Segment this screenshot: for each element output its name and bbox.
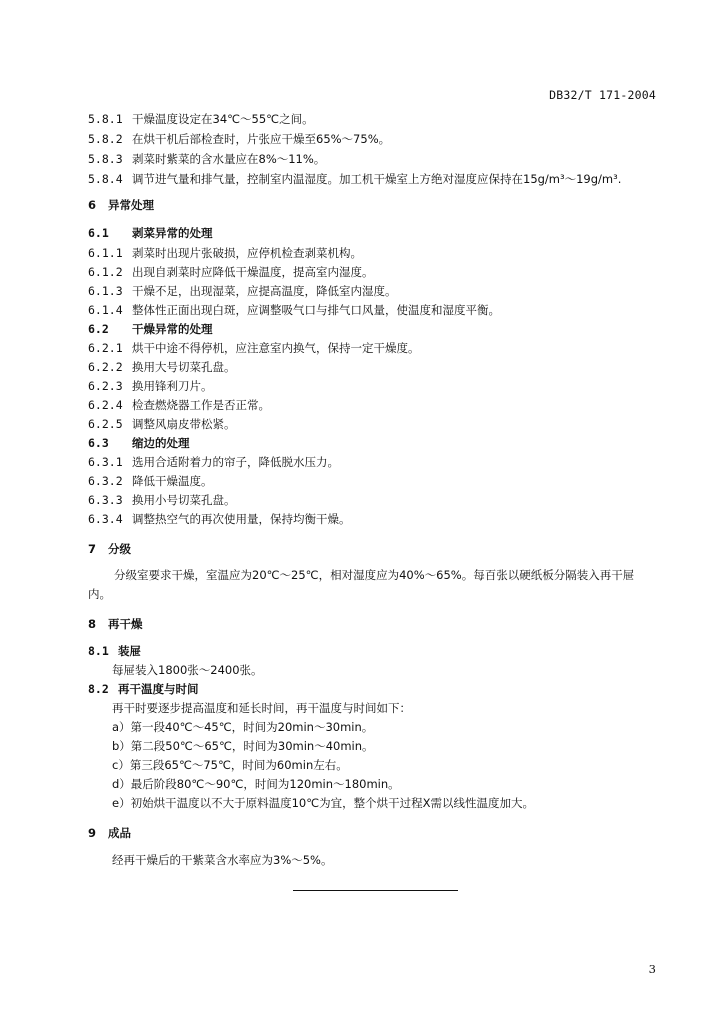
clause-5-8-3: 5.8.3 剥菜时紫菜的含水量应在8%～11%。 [88, 152, 326, 166]
clause-6-2-5: 6.2.5 调整风扇皮带松紧。 [88, 417, 236, 431]
clause-6-2-3: 6.2.3 换用锋利刀片。 [88, 379, 213, 393]
clause-5-8-2: 5.8.2 在烘干机后部检查时，片张应干燥至65%～75%。 [88, 132, 391, 146]
clause-6-1-4: 6.1.4 整体性正面出现白斑，应调整吸气口与排气口风量，使温度和湿度平衡。 [88, 303, 500, 317]
section-7-paragraph: 分级室要求干燥，室温应为20℃～25℃，相对湿度应为40%～65%。每百张以硬纸板分隔装入再干屉内。 [88, 568, 635, 601]
page-number: 3 [648, 962, 656, 976]
clause-6-2-2: 6.2.2 换用大号切菜孔盘。 [88, 360, 236, 374]
clause-6-2-1: 6.2.1 烘干中途不得停机，应注意室内换气，保持一定干燥度。 [88, 341, 420, 355]
section-9-heading: 9 成品 [88, 826, 132, 840]
subsection-8-2-intro: 再干时要逐步提高温度和延长时间，再干温度与时间如下： [112, 701, 411, 715]
document-code: DB32/T 171-2004 [549, 88, 656, 102]
clause-6-1-3: 6.1.3 干燥不足，出现湿菜，应提高温度，降低室内湿度。 [88, 284, 397, 298]
subsection-6-2-heading: 6.2 干燥异常的处理 [88, 322, 213, 336]
list-item: e）初始烘干温度以不大于原料温度10℃为宜，整个烘干过程X需以线性温度加大。 [112, 796, 534, 810]
subsection-8-1-text: 每屉装入1800张～2400张。 [112, 663, 263, 677]
clause-6-3-1: 6.3.1 选用合适附着力的帘子，降低脱水压力。 [88, 455, 339, 469]
end-rule [293, 890, 458, 891]
subsection-6-3-heading: 6.3 缩边的处理 [88, 436, 190, 450]
section-7-heading: 7 分级 [88, 542, 132, 556]
subsection-6-1-heading: 6.1 剥菜异常的处理 [88, 226, 213, 240]
list-item: d）最后阶段80℃～90℃，时间为120min～180min。 [112, 777, 400, 791]
clause-6-2-4: 6.2.4 检查燃烧器工作是否正常。 [88, 398, 270, 412]
clause-6-3-3: 6.3.3 换用小号切菜孔盘。 [88, 493, 236, 507]
list-item: a）第一段40℃～45℃，时间为20min～30min。 [112, 720, 374, 734]
clause-6-1-1: 6.1.1 剥菜时出现片张破损，应停机检查剥菜机构。 [88, 246, 362, 260]
list-item: b）第二段50℃～65℃，时间为30min～40min。 [112, 739, 374, 753]
clause-6-3-2: 6.3.2 降低干燥温度。 [88, 474, 213, 488]
clause-5-8-4: 5.8.4 调节进气量和排气量，控制室内温湿度。加工机干燥室上方绝对湿度应保持在15g/m³～19g/m³. [88, 172, 622, 186]
subsection-8-1-heading: 8.1 装屉 [88, 644, 141, 658]
list-item: c）第三段65℃～75℃，时间为60min左右。 [112, 758, 348, 772]
section-8-heading: 8 再干燥 [88, 617, 143, 631]
subsection-8-2-heading: 8.2 再干温度与时间 [88, 682, 199, 696]
clause-5-8-1: 5.8.1 干燥温度设定在34℃～55℃之间。 [88, 112, 314, 126]
clause-6-1-2: 6.1.2 出现自剥菜时应降低干燥温度，提高室内湿度。 [88, 265, 374, 279]
section-9-paragraph: 经再干燥后的干紫菜含水率应为3%～5%。 [112, 853, 333, 867]
section-6-heading: 6 异常处理 [88, 198, 155, 212]
clause-6-3-4: 6.3.4 调整热空气的再次使用量，保持均衡干燥。 [88, 512, 351, 526]
